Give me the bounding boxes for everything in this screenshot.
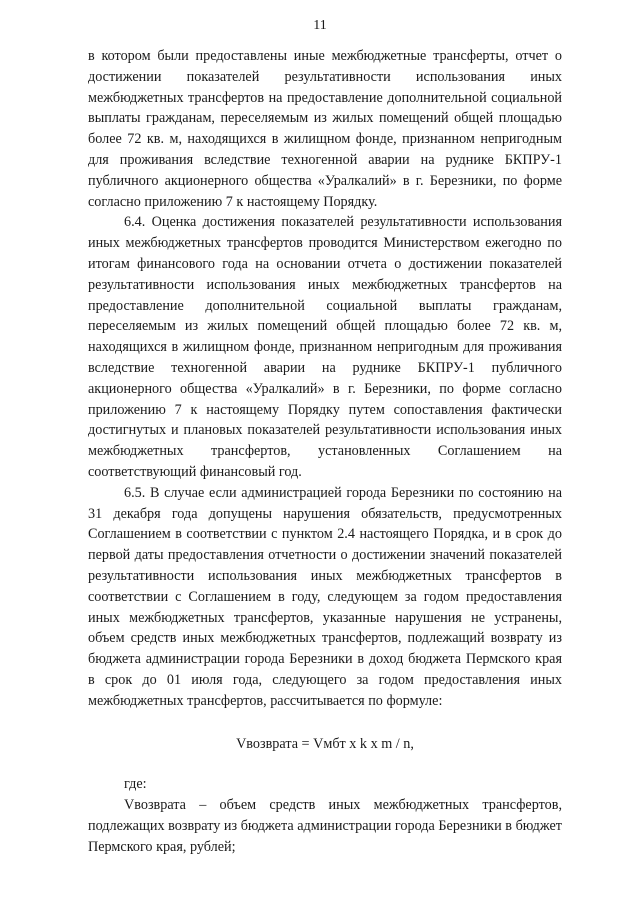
paragraph-6-4: 6.4. Оценка достижения показателей результативности использования иных межбюджетных трансфертов проводится Министерством ежегодно по итогам финансового года на основании отчета о достижении показателей результативности использования иных межбюджетных трансфертов на предоставление дополнительной социальной выплаты гражданам, переселяемым из жилых помещений общей площадью более 72 кв. м, находящихся в жилищном фонде, признанном непригодным для проживания вследствие техногенной аварии на руднике БКПРУ-1 публичного акционерного общества «Уралкалий» в г. Березники, по форме согласно приложению 7 к настоящему Порядку путем сопоставления фактически достигнутых и плановых показателей результативности использования иных межбюджетных трансфертов, установленных Соглашением на соответствующий финансовый год.	[88, 214, 562, 480]
formula-variable-definition: Vвозврата – объем средств иных межбюджетных трансфертов, подлежащих возврату из бюджета администрации города Березники в бюджет Пермского края, рублей;	[88, 797, 562, 855]
document-body	[88, 46, 562, 857]
formula: Vвозврата = Vмбт x k x m / n,	[236, 735, 414, 752]
formula-where-label: где:	[124, 776, 147, 793]
paragraph-6-5: 6.5. В случае если администрацией города Березники по состоянию на 31 декабря года допущены нарушения обязательств, предусмотренных Соглашением в соответствии с пунктом 2.4 настоящего Порядка, и в срок до первой даты предоставления отчетности о достижении значений показателей результативности использования иных межбюджетных трансфертов в соответствии с Соглашением в году, следующем за годом предоставления иных межбюджетных трансфертов, указанные нарушения не устранены, объем средств иных межбюджетных трансфертов, подлежащий возврату из бюджета администрации города Березники в доход бюджета Пермского края в срок до 01 июля года, следующего за годом предоставления иных межбюджетных трансфертов, рассчитывается по формуле:	[88, 484, 562, 709]
paragraph-continuation: в котором были предоставлены иные межбюджетные трансферты, отчет о достижении показателей результативности использования иных межбюджетных трансфертов на предоставление дополнительной социальной выплаты гражданам, переселяемым из жилых помещений общей площадью более 72 кв. м, находящихся в жилищном фонде, признанном непригодным для проживания вследствие техногенной аварии на руднике БКПРУ-1 публичного акционерного общества «Уралкалий» в г. Березники, по форме согласно приложению 7 к настоящему Порядку.	[88, 48, 562, 210]
page-number: 11	[313, 18, 327, 33]
